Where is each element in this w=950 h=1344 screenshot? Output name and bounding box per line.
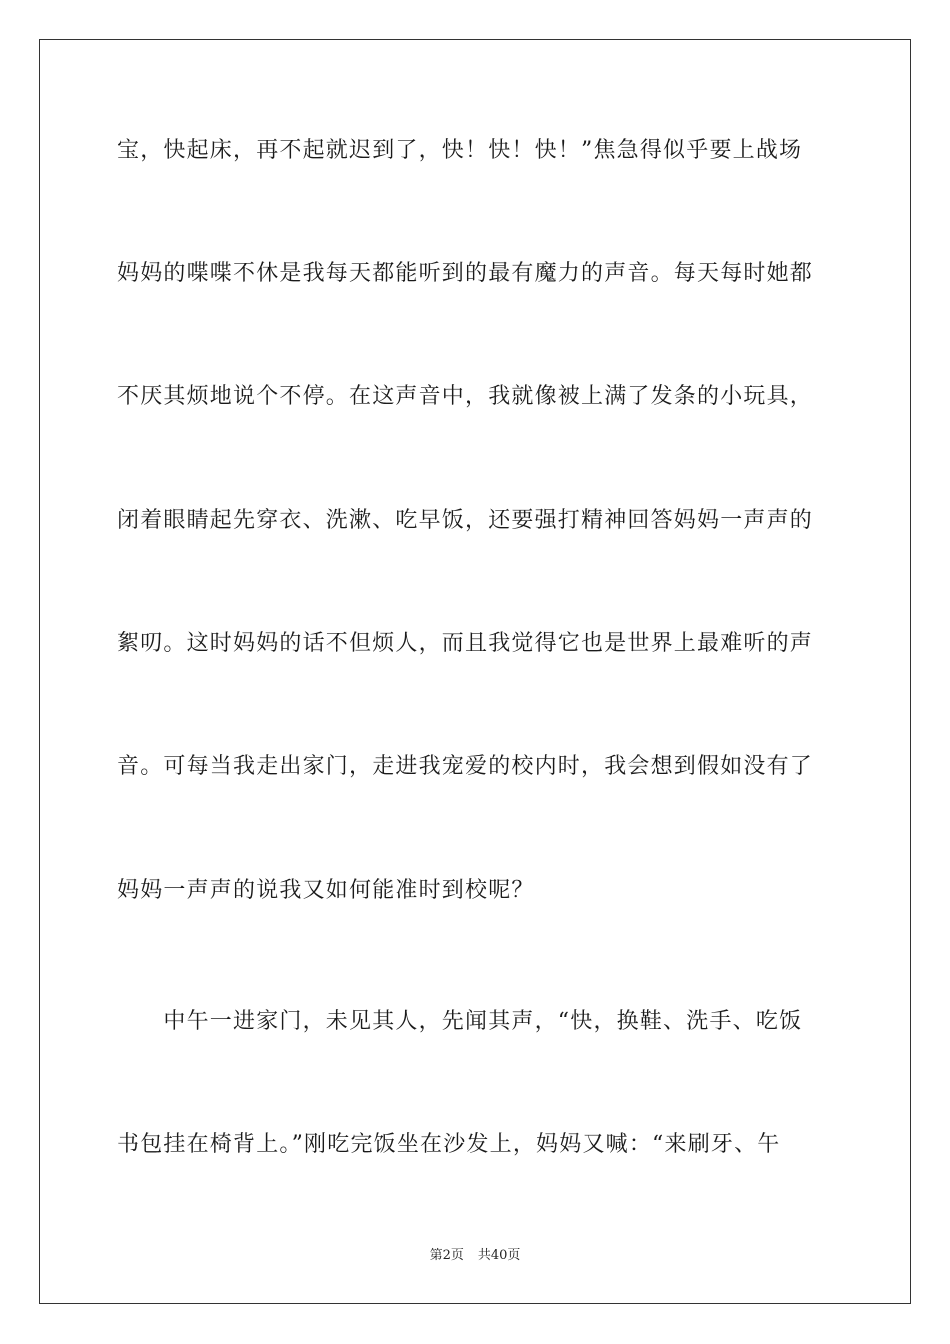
body-line-6: 音。可每当我走出家门，走进我宠爱的校内时，我会想到假如没有了 <box>117 754 814 779</box>
body-line-4: 闭着眼睛起先穿衣、洗漱、吃早饭，还要强打精神回答妈妈一声声的 <box>117 508 814 533</box>
body-line-9: 书包挂在椅背上。”刚吃完饭坐在沙发上，妈妈又喊：“来刷牙、午 <box>117 1132 781 1157</box>
body-line-3: 不厌其烦地说个不停。在这声音中，我就像被上满了发条的小玩具， <box>117 384 814 409</box>
body-line-5: 絮叨。这时妈妈的话不但烦人，而且我觉得它也是世界上最难听的声 <box>117 631 814 656</box>
body-line-7: 妈妈一声声的说我又如何能准时到校呢？ <box>117 878 535 903</box>
body-line-8: 中午一进家门，未见其人，先闻其声，“快，换鞋、洗手、吃饭 <box>117 1009 803 1034</box>
page-total: 共40页 <box>477 1248 521 1263</box>
body-line-1: 宝，快起床，再不起就迟到了，快！快！快！”焦急得似乎要上战场 <box>117 138 803 163</box>
page-border <box>39 39 911 1304</box>
page-footer <box>0 1247 950 1265</box>
body-line-2: 妈妈的喋喋不休是我每天都能听到的最有魔力的声音。每天每时她都 <box>117 261 814 286</box>
page-number: 第2页 <box>429 1248 464 1263</box>
